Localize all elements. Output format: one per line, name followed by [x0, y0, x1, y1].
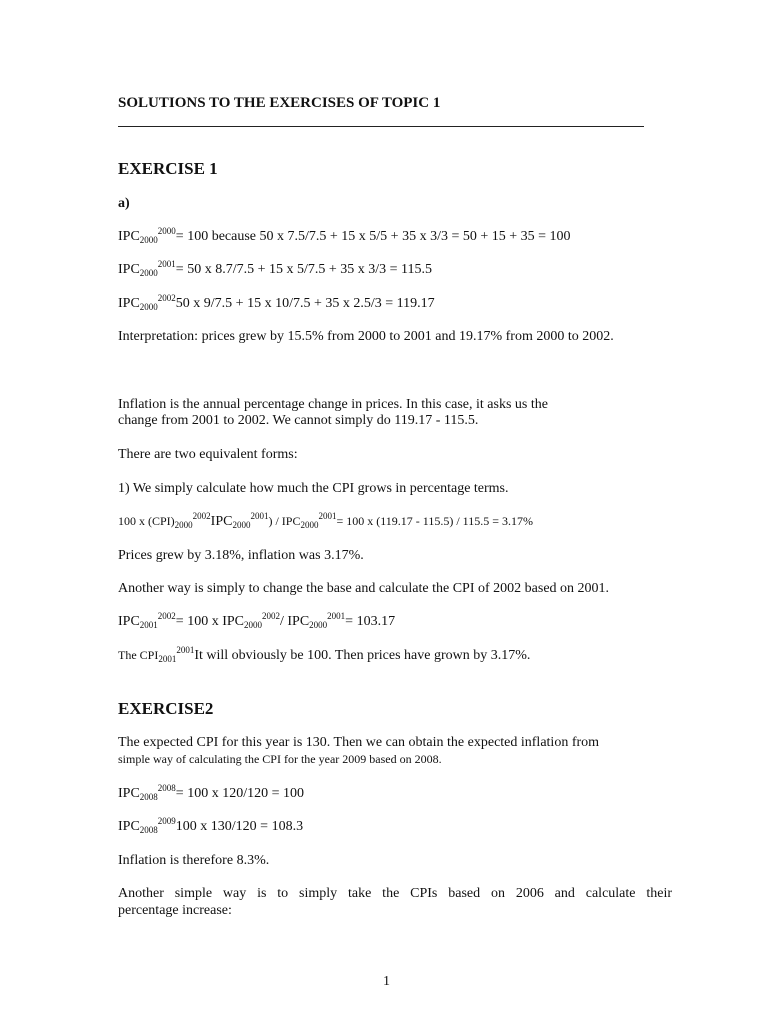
exercise-2-formula-2: $IPC_{2008}^{2009}100$ x 130/120 = 108.3 [118, 816, 304, 835]
inflation-paragraph-line-1: Inflation is the annual percentage change in prices. In this case, it asks us the [118, 397, 548, 412]
document-title: SOLUTIONS TO THE EXERCISES OF TOPIC 1 [118, 95, 441, 111]
part-a-label: a) [118, 196, 130, 211]
cpi-2001-text: The $CPI_{2001}^{2001}It$ will obviously be 100. Then prices have grown by 3.17%. [118, 645, 531, 664]
formula-line-2: $IPC_{2000}^{2001}= 50$ x 8.7/7.5 + 15 x 5/7.5 + 35 x 3/3 = 115.5 [118, 259, 433, 278]
page-number: 1 [383, 974, 390, 989]
formula-line-3: $IPC_{2000}^{2002}50$ x 9/7.5 + 15 x 10/7.5 + 35 x 2.5/3 = 119.17 [118, 293, 435, 312]
exercise-2-paragraph-line-2: simple way of calculating the CPI for the year 2009 based on 2008. [118, 752, 442, 766]
formula-base-change: $IPC_{2001}^{2002}= 100$ x $IPC_{2000}^{2002}/$ $IPC_{2000}^{2001}= 103.17$ [118, 611, 396, 630]
inflation-paragraph-line-2: change from 2001 to 2002. We cannot simply do 119.17 - 115.5. [118, 413, 479, 428]
inflation-result-text: Inflation is therefore 8.3%. [118, 853, 270, 868]
form-1-text: 1) We simply calculate how much the CPI grows in percentage terms. [118, 481, 509, 496]
exercise-1-heading: EXERCISE 1 [118, 159, 218, 178]
title-divider [118, 126, 644, 127]
interpretation-text: Interpretation: prices grew by 15.5% from 2000 to 2001 and 19.17% from 2000 to 2002. [118, 329, 614, 344]
formula-line-1: $IPC_{2000}^{2000}= 100$ because 50 x 7.5/7.5 + 15 x 5/5 + 35 x 3/3 = 50 + 15 + 35 = 100 [118, 226, 571, 245]
exercise-2-paragraph-line-1: The expected CPI for this year is 130. Then we can obtain the expected inflation from [118, 735, 600, 750]
another-way-text: Another way is simply to change the base and calculate the CPI of 2002 based on 2001. [118, 581, 610, 596]
exercise-2-heading: EXERCISE2 [118, 699, 214, 718]
exercise-2-formula-1: $IPC_{2008}^{2008}= 100$ x 120/120 = 100 [118, 783, 304, 802]
formula-cpi-growth: 100 x $(CPI)_{2000}^{2002}IPC_{2000}^{2001}) / IPC_{2000}^{2001}= 100$ x (119.17 - 115.5) / 115.5 = 3.17% [118, 511, 534, 530]
prices-grew-text: Prices grew by 3.18%, inflation was 3.17%. [118, 548, 364, 563]
another-simple-way-line-2: percentage increase: [118, 903, 232, 918]
another-simple-way-line-1: Another simple way is to simply take the CPIs based on 2006 and calculate their [118, 886, 672, 901]
two-forms-text: There are two equivalent forms: [118, 447, 298, 462]
